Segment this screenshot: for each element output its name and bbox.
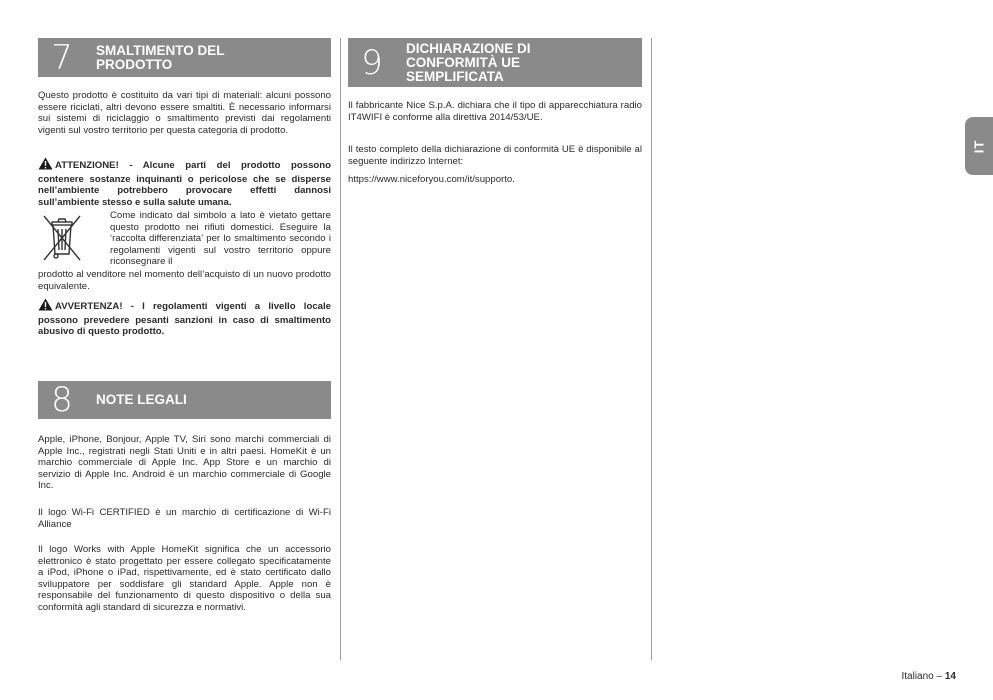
advisory-warning-text: AVVERTENZA! - I regolamenti vigenti a livello locale possono prevedere pesanti sanzioni in caso di smaltimento abusivo di questo prodotto. [38,301,331,338]
legal-trademarks-paragraph: Apple, iPhone, Bonjour, Apple TV, Siri sono marchi commerciali di Apple Inc., registrati negli Stati Uniti e in altri paesi. HomeKit è un marchio commerciale di Apple Inc. App Store e un marchio di servizio di Apple Inc. Android è un marchio commerciale di Google Inc. [38,434,331,492]
crossed-out-bin-icon [38,210,86,264]
conformity-declaration: Il fabbricante Nice S.p.A. dichiara che il tipo di apparecchiatura radio IT4WIFI è conforme alla direttiva 2014/53/UE. [348,100,642,123]
conformity-availability: Il testo completo della dichiarazione di conformità UE è disponibile al seguente indirizzo Internet: [348,144,642,167]
bin-symbol-text-continued: prodotto al venditore nel momento dell’acquisto di un nuovo prodotto equivalente. [38,269,331,292]
section-title-line: CONFORMITÀ UE [406,54,520,70]
section-number: 7 [51,37,73,78]
bin-symbol-text: Come indicato dal simbolo a lato è vietato gettare questo prodotto nei rifiuti domestici. Eseguire la ‘raccolta differenziata’ per lo smaltimento secondo i regolamenti vigenti sul vostro territorio oppure riconsegnare il [110,210,331,268]
warning-triangle-icon [38,157,53,174]
section-8-header [38,381,331,419]
attention-warning-text: ATTENZIONE! - Alcune parti del prodotto possono contenere sostanze inquinanti o pericolose che se disperse nell’ambiente potrebbero provocare effetti dannosi sull’ambiente stesso e sulla salute umana. [38,160,331,208]
language-tab [965,117,993,175]
wifi-certified-paragraph: Il logo Wi-Fi CERTIFIED è un marchio di certificazione di Wi-Fi Alliance [38,507,331,530]
column-divider [651,38,652,660]
section-title-line: SEMPLIFICATA [406,68,504,84]
section-title-line: DICHIARAZIONE DI [406,40,531,56]
disposal-paragraph: Questo prodotto è costituito da vari tipi di materiali: alcuni possono essere riciclati, altri devono essere smaltiti. È necessario informarsi sui sistemi di riciclaggio o smaltimento previsti dai regolamenti vigenti sul vostro territorio per questa categoria di prodotto. [38,90,331,136]
advisory-warning [38,298,331,338]
section-number: 8 [51,380,73,420]
attention-warning [38,157,331,208]
section-title: NOTE LEGALI [96,392,187,407]
section-title [406,42,531,84]
footer-language: Italiano – [901,671,943,682]
support-url[interactable]: https://www.niceforyou.com/it/supporto. [348,174,515,185]
page-number: 14 [944,671,956,682]
section-9-header [348,38,642,87]
section-number: 9 [361,42,383,83]
page-footer [902,671,957,682]
section-7-header [38,38,331,77]
language-tab-label: IT [971,139,987,153]
warning-triangle-icon [38,298,53,315]
section-title: SMALTIMENTO DEL PRODOTTO [96,42,225,72]
column-divider [340,38,341,660]
homekit-paragraph: Il logo Works with Apple HomeKit significa che un accessorio elettronico è stato progettato per essere collegato specificatamente a iPod, iPhone o iPad, rispettivamente, ed è stato certificato dallo sviluppatore per soddisfare gli standard Apple. Apple non è responsabile del funzionamento di questo dispositivo o della sua conformità agli standard di sicurezza e normativi. [38,544,331,613]
